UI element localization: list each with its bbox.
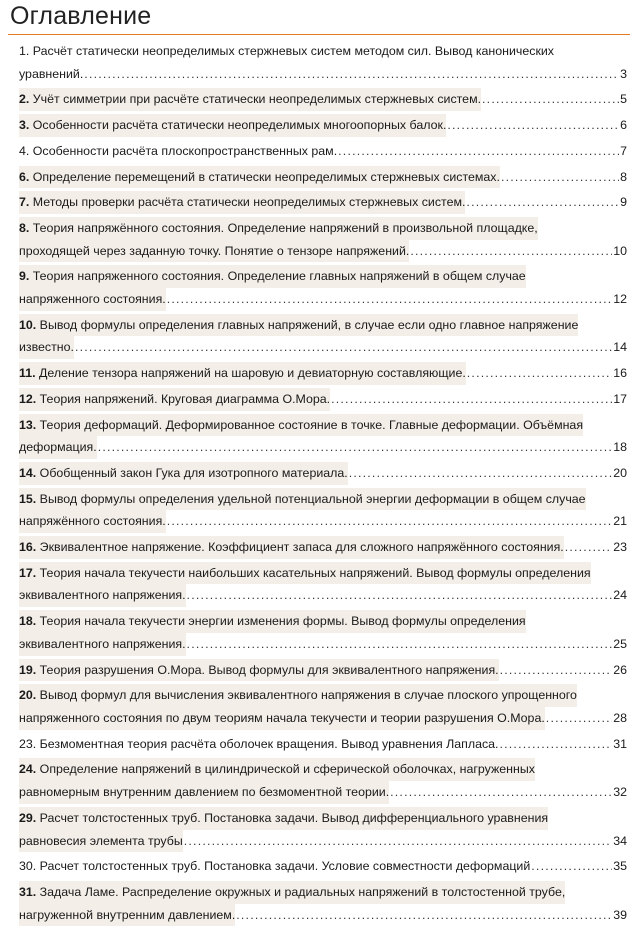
toc-entry-title-text: проходящей через заданную точку. Понятие о тензоре напряжений. xyxy=(19,243,410,258)
toc-page-number[interactable]: 35 xyxy=(613,859,627,874)
toc-entry-number: 10. xyxy=(19,317,37,332)
toc-entry-title-text: напряженного состояния. xyxy=(19,292,166,307)
table-of-contents xyxy=(19,40,627,929)
toc-entry[interactable] xyxy=(19,362,627,385)
toc-entry-number: 16. xyxy=(19,540,37,555)
toc-entry-number: 30. xyxy=(19,859,37,874)
toc-entry-title-line1 xyxy=(19,881,565,904)
toc-page-number[interactable]: 17 xyxy=(613,391,627,406)
toc-entry-title[interactable] xyxy=(19,584,186,607)
toc-entry-title-text: Обобщенный закон Гука для изотропного материала. xyxy=(36,465,348,480)
toc-entry[interactable] xyxy=(19,388,627,411)
toc-entry-title-text: напряженного состояния по двум теориям начала текучести и теории разрушения О.Мора. xyxy=(19,710,545,725)
toc-entry-number: 17. xyxy=(19,565,37,580)
toc-entry-title-text: Вывод формулы определения удельной потенциальной энергии деформации в общем случае xyxy=(36,491,586,506)
toc-entry[interactable] xyxy=(19,166,627,189)
toc-entry-title-text: известно. xyxy=(19,340,74,355)
toc-entry-number: 14. xyxy=(19,465,37,480)
toc-entry-title[interactable] xyxy=(19,904,235,927)
toc-entry-title-line1 xyxy=(19,610,526,633)
toc-entry-title-text: Теория начала текучести наибольших касательных напряжений. Вывод формулы определения xyxy=(36,565,591,580)
toc-entry-title-text: Безмоментная теория расчёта оболочек вращения. Вывод уравнения Лапласа. xyxy=(36,736,499,751)
toc-entry-title-text: эквивалентного напряжения. xyxy=(19,588,186,603)
toc-dot-leader xyxy=(167,288,612,311)
toc-page-number[interactable]: 24 xyxy=(613,588,627,603)
toc-entry[interactable] xyxy=(19,414,627,459)
toc-entry-number: 31. xyxy=(19,884,37,899)
toc-entry-title-line1 xyxy=(19,807,548,830)
toc-page-number[interactable]: 26 xyxy=(613,662,627,677)
toc-entry-number: 9. xyxy=(19,269,30,284)
toc-entry-number: 12. xyxy=(19,391,37,406)
toc-entry-title[interactable] xyxy=(19,733,499,756)
toc-entry-title[interactable] xyxy=(19,436,97,459)
toc-entry-title[interactable] xyxy=(19,855,530,878)
toc-entry-title[interactable] xyxy=(19,462,348,485)
toc-entry[interactable] xyxy=(19,40,627,85)
toc-entry[interactable] xyxy=(19,191,627,214)
toc-entry-title[interactable] xyxy=(19,362,466,385)
toc-dot-leader xyxy=(338,140,619,163)
toc-entry-title-text: Деление тензора напряжений на шаровую и девиаторную составляющие. xyxy=(35,366,466,381)
document-title: Оглавление xyxy=(10,2,152,30)
toc-page-number[interactable]: 39 xyxy=(613,907,627,922)
toc-page-number[interactable]: 16 xyxy=(613,366,627,381)
toc-dot-leader xyxy=(390,781,612,804)
toc-entry-title-line1 xyxy=(19,562,591,585)
toc-entry-title-text: Определение перемещений в статически неопределимых стержневых системах. xyxy=(29,169,500,184)
toc-entry-title-text: эквивалентного напряжения. xyxy=(19,636,186,651)
toc-page-number[interactable]: 20 xyxy=(613,465,627,480)
toc-dot-leader xyxy=(482,88,619,111)
toc-entry-title-text: Теория деформаций. Деформированное состояние в точке. Главные деформации. Объёмная xyxy=(36,417,584,432)
toc-page-number[interactable]: 14 xyxy=(613,340,627,355)
toc-entry-title-line1 xyxy=(19,217,538,240)
toc-page-number[interactable]: 34 xyxy=(613,833,627,848)
toc-dot-leader xyxy=(500,659,613,682)
toc-entry-title-text: Расчет толстостенных труб. Постановка задачи. Условие совместности деформаций xyxy=(36,859,531,874)
toc-dot-leader xyxy=(187,584,613,607)
toc-entry-title-text: Вывод формулы определения главных напряжений, в случае если одно главное напряжение xyxy=(36,317,579,332)
toc-entry-title-line1 xyxy=(19,414,583,437)
toc-entry-number: 6. xyxy=(19,169,30,184)
toc-entry-title-text: Особенности расчёта статически неопределимых многоопорных балок. xyxy=(29,118,447,133)
toc-page-number[interactable]: 31 xyxy=(613,736,627,751)
toc-entry[interactable] xyxy=(19,488,627,533)
toc-page-number[interactable]: 9 xyxy=(620,195,627,210)
toc-dot-leader xyxy=(565,536,612,559)
toc-entry-title-line1 xyxy=(19,758,535,781)
toc-entry-title-text: Методы проверки расчёта статически неопределимых стержневых систем. xyxy=(29,195,466,210)
toc-entry[interactable] xyxy=(19,114,627,137)
toc-entry[interactable] xyxy=(19,684,627,729)
toc-entry-title[interactable] xyxy=(19,140,337,163)
toc-entry-title-text: Определение напряжений в цилиндрической и сферической оболочках, нагруженных xyxy=(36,762,535,777)
toc-entry-title-text: Учёт симметрии при расчёте статически неопределимых стержневых систем. xyxy=(29,92,482,107)
toc-entry-title-text: Теория разрушения О.Мора. Вывод формулы для эквивалентного напряжения. xyxy=(36,662,499,677)
toc-entry-title-line1 xyxy=(19,314,578,337)
toc-entry-number: 29. xyxy=(19,810,37,825)
toc-dot-leader xyxy=(84,63,619,86)
toc-entry-title-text: равномерным внутренним давлением по безмоментной теории. xyxy=(19,785,390,800)
toc-entry-title-text: деформация. xyxy=(19,440,97,455)
toc-entry-title[interactable] xyxy=(19,288,166,311)
toc-entry-number: 8. xyxy=(19,220,30,235)
toc-entry-title[interactable] xyxy=(19,781,389,804)
toc-entry[interactable] xyxy=(19,733,627,756)
toc-page-number[interactable]: 32 xyxy=(613,785,627,800)
toc-entry-title-text: равновесия элемента трубы xyxy=(19,833,183,848)
toc-entry-title[interactable] xyxy=(19,166,500,189)
toc-dot-leader xyxy=(500,733,613,756)
toc-entry-number: 23. xyxy=(19,736,37,751)
toc-entry[interactable] xyxy=(19,265,627,310)
toc-page-number[interactable]: 6 xyxy=(620,118,627,133)
toc-entry-number: 11. xyxy=(19,366,36,381)
toc-entry[interactable] xyxy=(19,140,627,163)
toc-entry-title-text: Расчёт статически неопределимых стержневых систем методом сил. Вывод канонических xyxy=(29,44,554,58)
toc-entry-number: 7. xyxy=(19,195,30,210)
toc-entry-number: 4. xyxy=(19,143,30,158)
toc-dot-leader xyxy=(531,855,612,878)
toc-entry-number: 24. xyxy=(19,762,37,777)
toc-entry-title-text: напряжённого состояния. xyxy=(19,514,166,529)
toc-entry-title-line1 xyxy=(19,488,586,511)
toc-page-number[interactable]: 7 xyxy=(620,143,627,158)
toc-entry-title[interactable] xyxy=(19,114,446,137)
toc-entry-number: 15. xyxy=(19,491,37,506)
toc-dot-leader xyxy=(236,904,612,927)
toc-dot-leader xyxy=(98,436,613,459)
toc-entry[interactable] xyxy=(19,562,627,607)
toc-dot-leader xyxy=(410,240,612,263)
toc-entry[interactable] xyxy=(19,314,627,359)
toc-page-number[interactable]: 8 xyxy=(620,169,627,184)
toc-page-number[interactable]: 10 xyxy=(613,243,627,258)
toc-entry-number: 13. xyxy=(19,417,37,432)
toc-entry-title-text: Теория напряжений. Круговая диаграмма О.Мора. xyxy=(36,391,331,406)
toc-entry-title[interactable] xyxy=(19,536,564,559)
toc-page-number[interactable]: 28 xyxy=(613,710,627,725)
toc-entry-title-line1 xyxy=(19,40,554,63)
toc-entry-title-text: Расчет толстостенных труб. Постановка задачи. Вывод дифференциального уравнения xyxy=(36,810,549,825)
toc-dot-leader xyxy=(184,830,612,853)
toc-entry-number: 20. xyxy=(19,688,37,703)
toc-entry-title-line1 xyxy=(19,684,577,707)
toc-dot-leader xyxy=(187,633,613,656)
toc-entry-title-text: Особенности расчёта плоскопространственных рам. xyxy=(29,143,338,158)
toc-entry[interactable] xyxy=(19,659,627,682)
toc-entry-number: 18. xyxy=(19,614,37,629)
toc-entry[interactable] xyxy=(19,855,627,878)
toc-entry-title[interactable] xyxy=(19,240,409,263)
toc-dot-leader xyxy=(331,388,612,411)
toc-entry-number: 3. xyxy=(19,118,30,133)
toc-entry[interactable] xyxy=(19,462,627,485)
toc-entry-title-text: Теория напряженного состояния. Определение главных напряжений в общем случае xyxy=(29,269,526,284)
toc-entry-number: 2. xyxy=(19,92,30,107)
toc-entry-title[interactable] xyxy=(19,659,499,682)
toc-dot-leader xyxy=(546,707,612,730)
toc-entry[interactable] xyxy=(19,217,627,262)
toc-page-number[interactable]: 12 xyxy=(613,292,627,307)
toc-entry-title-text: Теория напряжённого состояния. Определение напряжений в произвольной площадке, xyxy=(29,220,538,235)
toc-entry-title[interactable] xyxy=(19,336,74,359)
toc-entry[interactable] xyxy=(19,536,627,559)
toc-page-number[interactable]: 18 xyxy=(613,440,627,455)
toc-entry-title-text: уравнений. xyxy=(19,66,84,81)
toc-entry-title-text: нагруженной внутренним давлением. xyxy=(19,907,236,922)
toc-entry-title[interactable] xyxy=(19,707,545,730)
toc-entry[interactable] xyxy=(19,881,627,926)
toc-entry[interactable] xyxy=(19,758,627,803)
toc-dot-leader xyxy=(501,166,619,189)
toc-page-number[interactable]: 5 xyxy=(620,92,627,107)
toc-dot-leader xyxy=(167,510,612,533)
toc-entry-title[interactable] xyxy=(19,191,465,214)
toc-entry-title[interactable] xyxy=(19,633,186,656)
toc-entry-title-text: Теория начала текучести энергии изменения формы. Вывод формулы определения xyxy=(36,614,526,629)
toc-dot-leader xyxy=(349,462,612,485)
title-underline xyxy=(8,34,630,35)
toc-dot-leader xyxy=(75,336,612,359)
toc-entry-number: 1. xyxy=(19,44,30,58)
toc-entry[interactable] xyxy=(19,807,627,852)
toc-entry-title[interactable] xyxy=(19,88,481,111)
toc-entry-title-text: Эквивалентное напряжение. Коэффициент запаса для сложного напряжённого состояния. xyxy=(36,540,564,555)
toc-dot-leader xyxy=(447,114,619,137)
toc-entry-title[interactable] xyxy=(19,510,166,533)
toc-dot-leader xyxy=(466,191,619,214)
toc-entry[interactable] xyxy=(19,88,627,111)
toc-entry-title[interactable] xyxy=(19,830,183,853)
toc-page-number[interactable]: 21 xyxy=(613,514,627,529)
toc-entry-title[interactable] xyxy=(19,63,83,86)
toc-entry-title-text: Вывод формул для вычисления эквивалентного напряжения в случае плоского упрощенного xyxy=(36,688,577,703)
toc-entry-title-text: Задача Ламе. Распределение окружных и радиальных напряжений в толстостенной трубе, xyxy=(36,884,566,899)
toc-entry-number: 19. xyxy=(19,662,37,677)
toc-page-number[interactable]: 25 xyxy=(613,636,627,651)
toc-dot-leader xyxy=(467,362,612,385)
toc-entry-title-line1 xyxy=(19,265,526,288)
toc-entry[interactable] xyxy=(19,610,627,655)
toc-page-number[interactable]: 3 xyxy=(620,66,627,81)
toc-page-number[interactable]: 23 xyxy=(613,540,627,555)
toc-entry-title[interactable] xyxy=(19,388,330,411)
